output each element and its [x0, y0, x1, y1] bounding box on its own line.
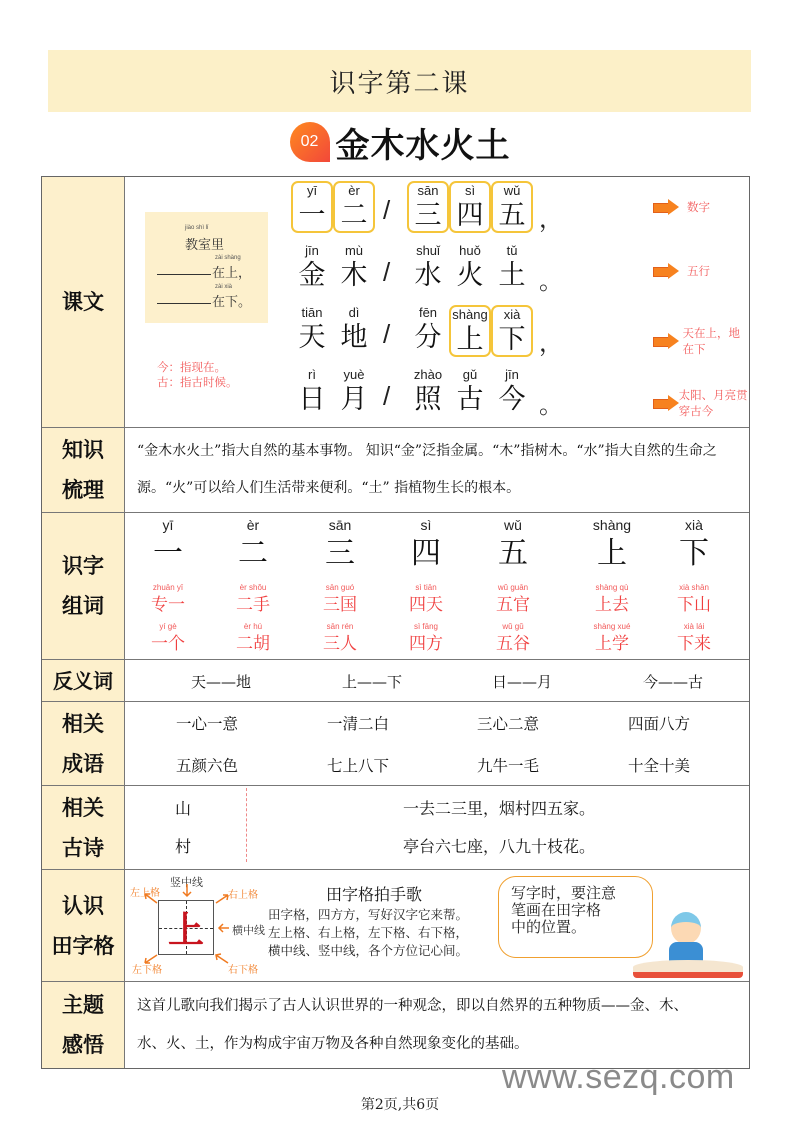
idiom: 十全十美 — [627, 757, 690, 775]
grid-label-bottom-right: 右下格 — [228, 965, 258, 976]
grid-label-bottom-left: 左下格 — [132, 965, 162, 976]
word: 四方 — [409, 634, 443, 654]
row-poem — [42, 786, 749, 870]
word: 二胡 — [236, 634, 270, 654]
antonym-pair: 上——下 — [341, 672, 402, 691]
word-pinyin: xià lái — [683, 622, 705, 631]
pinyin: dì — [348, 305, 360, 320]
poem-line: 一去二三里，烟村四五家。 — [402, 799, 595, 818]
hanzi: 火 — [456, 260, 484, 291]
hanzi: 五 — [498, 536, 528, 571]
row-tianzige — [42, 870, 749, 982]
antonym-pair: 天——地 — [190, 672, 251, 691]
lesson-name: 金木水火土 — [335, 125, 511, 166]
character-with-pinyin — [333, 243, 375, 295]
hanzi: 二 — [340, 200, 368, 231]
hanzi: 古 — [456, 384, 484, 415]
meaning-note: 天在上，地在下 — [653, 325, 749, 357]
row-idioms — [42, 702, 749, 786]
pinyin: èr — [348, 183, 360, 198]
pinyin: yī — [162, 517, 174, 533]
word-pinyin: sì tiān — [415, 583, 437, 592]
row-label: 课文 — [42, 177, 125, 427]
pinyin: sān — [417, 183, 439, 198]
row-kewen — [42, 177, 749, 428]
pinyin: fēn — [418, 305, 438, 320]
grid-label-horizontal: 横中线 — [232, 924, 265, 937]
hanzi: 日 — [298, 384, 326, 415]
character-with-pinyin — [449, 243, 491, 295]
page-footer: 第2页,共6页 — [360, 1097, 440, 1113]
pinyin: yī — [306, 183, 318, 198]
arrow-right-icon — [653, 395, 671, 411]
slash-separator: / — [383, 381, 391, 411]
vocab-note: 今：指现在。 古：指古时候。 — [157, 360, 238, 389]
kewen-content — [125, 177, 749, 427]
lesson-table — [41, 176, 750, 1069]
character-column — [297, 517, 383, 655]
characters-content — [125, 513, 749, 659]
character-with-pinyin — [491, 243, 533, 295]
grid-label-top-right: 右上格 — [228, 890, 258, 901]
hanzi: 金 — [298, 260, 326, 291]
pinyin: huǒ — [459, 243, 481, 258]
row-label: 知识 梳理 — [42, 428, 125, 512]
word: 四天 — [409, 595, 443, 615]
row-label: 相关 成语 — [42, 702, 125, 785]
hanzi: 木 — [340, 260, 368, 291]
character-column — [125, 517, 211, 655]
lesson-number-badge: 02 — [290, 122, 330, 162]
meaning-note: 五行 — [653, 263, 710, 279]
lesson-title — [0, 118, 800, 166]
pinyin: zhào — [413, 367, 443, 382]
pinyin: shuǐ — [416, 243, 440, 258]
grid-label-top-left: 左上格 — [130, 888, 160, 899]
banner-title: 识字第二课 — [329, 68, 470, 99]
watermark: www.sezq.com — [502, 1058, 735, 1096]
hanzi: 一 — [153, 536, 183, 571]
song-lyrics: 田字格，四方方，写好汉字它来帮。 左上格、右上格，左下格、右下格， 横中线、竖中线，各个方位记心间。 — [268, 907, 469, 958]
word: 一个 — [151, 634, 185, 654]
antonym-pair: 今——古 — [642, 672, 703, 691]
idiom: 一清二白 — [326, 715, 389, 733]
character-with-pinyin — [291, 243, 333, 295]
character-with-pinyin — [407, 367, 449, 419]
word-pinyin: sì fāng — [413, 622, 438, 631]
hanzi: 二 — [238, 536, 268, 571]
character-column — [569, 517, 655, 655]
word-pinyin: sān guó — [325, 583, 355, 592]
hanzi: 水 — [414, 260, 442, 291]
hanzi: 四 — [456, 200, 484, 231]
row-antonyms — [42, 660, 749, 702]
pinyin: mù — [344, 243, 364, 258]
row-theme — [42, 982, 749, 1068]
hanzi: 四 — [411, 536, 441, 571]
idiom: 一心一意 — [175, 715, 238, 733]
word-pinyin: shàng xué — [593, 622, 631, 631]
word: 上去 — [595, 595, 629, 615]
character-with-pinyin — [291, 367, 333, 419]
arrow-right-icon — [653, 333, 674, 349]
word: 专一 — [151, 595, 185, 615]
idiom: 九牛一毛 — [476, 757, 539, 775]
pinyin: xià — [503, 307, 521, 322]
poem-title-char: 村 — [175, 837, 192, 856]
word-pinyin: wǔ guān — [497, 583, 529, 592]
pinyin: tǔ — [506, 243, 518, 258]
character-with-pinyin — [333, 305, 375, 357]
line-end-punctuation: ， — [539, 330, 563, 357]
character-column — [651, 517, 737, 655]
hanzi: 下 — [498, 324, 526, 355]
meaning-note: 数字 — [653, 199, 710, 215]
word: 上学 — [595, 634, 629, 654]
character-column — [470, 517, 556, 655]
idiom: 七上八下 — [326, 757, 389, 775]
slash-separator: / — [383, 257, 391, 287]
character-with-pinyin — [449, 305, 491, 357]
pinyin: sì — [464, 183, 476, 198]
hanzi: 天 — [298, 322, 326, 353]
hanzi: 月 — [340, 384, 368, 415]
note-line: 在上， — [212, 266, 252, 281]
line-end-punctuation: 。 — [539, 392, 563, 419]
word-pinyin: èr hú — [243, 622, 263, 631]
row-label: 识字 组词 — [42, 513, 125, 659]
character-with-pinyin — [407, 243, 449, 295]
pinyin: sān — [328, 517, 352, 533]
word-pinyin: èr shǒu — [239, 583, 267, 592]
word-pinyin: sān rén — [326, 622, 354, 631]
pinyin: tiān — [301, 305, 323, 320]
pinyin: shàng — [452, 307, 488, 322]
theme-text: 这首儿歌向我们揭示了古人认识世界的一种观念，即以自然界的五种物质——金、木、 水、火、土，作为构成宇宙万物及各种自然现象变化的基础。 — [137, 998, 688, 1052]
hanzi: 五 — [498, 200, 526, 231]
hanzi: 今 — [498, 384, 526, 415]
classroom-note-box — [145, 212, 268, 323]
grid-character: 上 — [167, 909, 204, 951]
note-title: 教室里 — [185, 238, 225, 253]
pinyin: jīn — [505, 367, 519, 382]
character-with-pinyin — [291, 305, 333, 357]
hanzi: 三 — [414, 200, 442, 231]
pinyin: xià — [685, 517, 703, 533]
row-characters — [42, 513, 749, 660]
pinyin: èr — [246, 517, 260, 533]
pinyin: sì — [420, 517, 432, 533]
poem-title-char: 山 — [175, 799, 192, 818]
pinyin: wǔ — [504, 517, 522, 533]
character-with-pinyin — [449, 367, 491, 419]
arrow-right-icon — [653, 199, 679, 215]
row-label: 认识 田字格 — [42, 870, 125, 981]
character-with-pinyin — [491, 181, 533, 233]
character-column — [383, 517, 469, 655]
word: 五谷 — [496, 634, 530, 654]
word: 五官 — [496, 595, 530, 615]
idiom: 三心二意 — [476, 715, 539, 733]
character-with-pinyin — [491, 305, 533, 357]
row-label: 相关 古诗 — [42, 786, 125, 869]
hanzi: 上 — [597, 536, 627, 571]
hanzi: 土 — [498, 260, 526, 291]
hanzi: 分 — [414, 322, 442, 353]
word-pinyin: zhuān yī — [152, 583, 184, 592]
pinyin: jīn — [305, 243, 319, 258]
hanzi: 三 — [325, 536, 355, 571]
character-with-pinyin — [491, 367, 533, 419]
blank-line — [157, 303, 211, 304]
speech-bubble: 写字时，要注意 笔画在田字格 中的位置。 — [498, 876, 653, 958]
grid-label-vertical: 竖中线 — [170, 876, 203, 889]
line-end-punctuation: ， — [539, 206, 563, 233]
pinyin: zài xià — [215, 284, 233, 290]
idiom: 四面八方 — [627, 715, 690, 733]
antonym-pair: 日——月 — [491, 672, 552, 691]
pinyin: zài shàng — [215, 255, 241, 261]
word-pinyin: shàng qù — [595, 583, 629, 592]
meaning-note: 太阳、月亮贯穿古今 — [653, 387, 749, 419]
character-with-pinyin — [333, 367, 375, 419]
character-with-pinyin — [291, 181, 333, 233]
blank-line — [157, 274, 211, 275]
pinyin: wǔ — [503, 183, 521, 198]
knowledge-text: “金木水火土”指大自然的基本事物。 知识“金”泛指金属。“木”指树木。“水”指大自然的生命之源。“火”可以给人们生活带来便利。“土” 指植物生长的根本。 — [137, 443, 717, 496]
poem-line: 亭台六七座，八九十枝花。 — [402, 837, 595, 856]
pinyin: shàng — [592, 517, 632, 533]
word-pinyin: yí gè — [159, 622, 177, 631]
arrow-right-icon — [653, 263, 679, 279]
word: 二手 — [236, 595, 270, 615]
hanzi: 一 — [298, 200, 326, 231]
tianzige-grid — [158, 900, 214, 955]
word-pinyin: wǔ gǔ — [502, 622, 524, 631]
character-with-pinyin — [407, 305, 449, 357]
word: 三国 — [323, 595, 357, 615]
character-with-pinyin — [407, 181, 449, 233]
song-title: 田字格拍手歌 — [326, 885, 423, 904]
hanzi: 下 — [679, 536, 709, 571]
pinyin: yuè — [343, 367, 365, 382]
slash-separator: / — [383, 195, 391, 225]
idiom: 五颜六色 — [175, 757, 238, 775]
pinyin: gǔ — [462, 367, 478, 382]
note-line: 在下。 — [212, 295, 252, 310]
child-reading-illustration-icon — [633, 908, 743, 980]
slash-separator: / — [383, 319, 391, 349]
word-pinyin: xià shān — [679, 583, 709, 592]
hanzi: 上 — [456, 324, 484, 355]
hanzi: 照 — [414, 384, 442, 415]
pinyin: jiào shì lǐ — [185, 225, 209, 231]
lesson-banner — [48, 50, 751, 112]
character-with-pinyin — [333, 181, 375, 233]
row-knowledge — [42, 428, 749, 513]
word: 三人 — [323, 634, 357, 654]
character-column — [210, 517, 296, 655]
line-end-punctuation: 。 — [539, 268, 563, 295]
word: 下来 — [677, 634, 711, 654]
character-with-pinyin — [449, 181, 491, 233]
pinyin: rì — [308, 367, 316, 382]
word: 下山 — [677, 595, 711, 615]
hanzi: 地 — [340, 322, 368, 353]
row-label: 反义词 — [42, 660, 125, 701]
row-label: 主题 感悟 — [42, 982, 125, 1068]
